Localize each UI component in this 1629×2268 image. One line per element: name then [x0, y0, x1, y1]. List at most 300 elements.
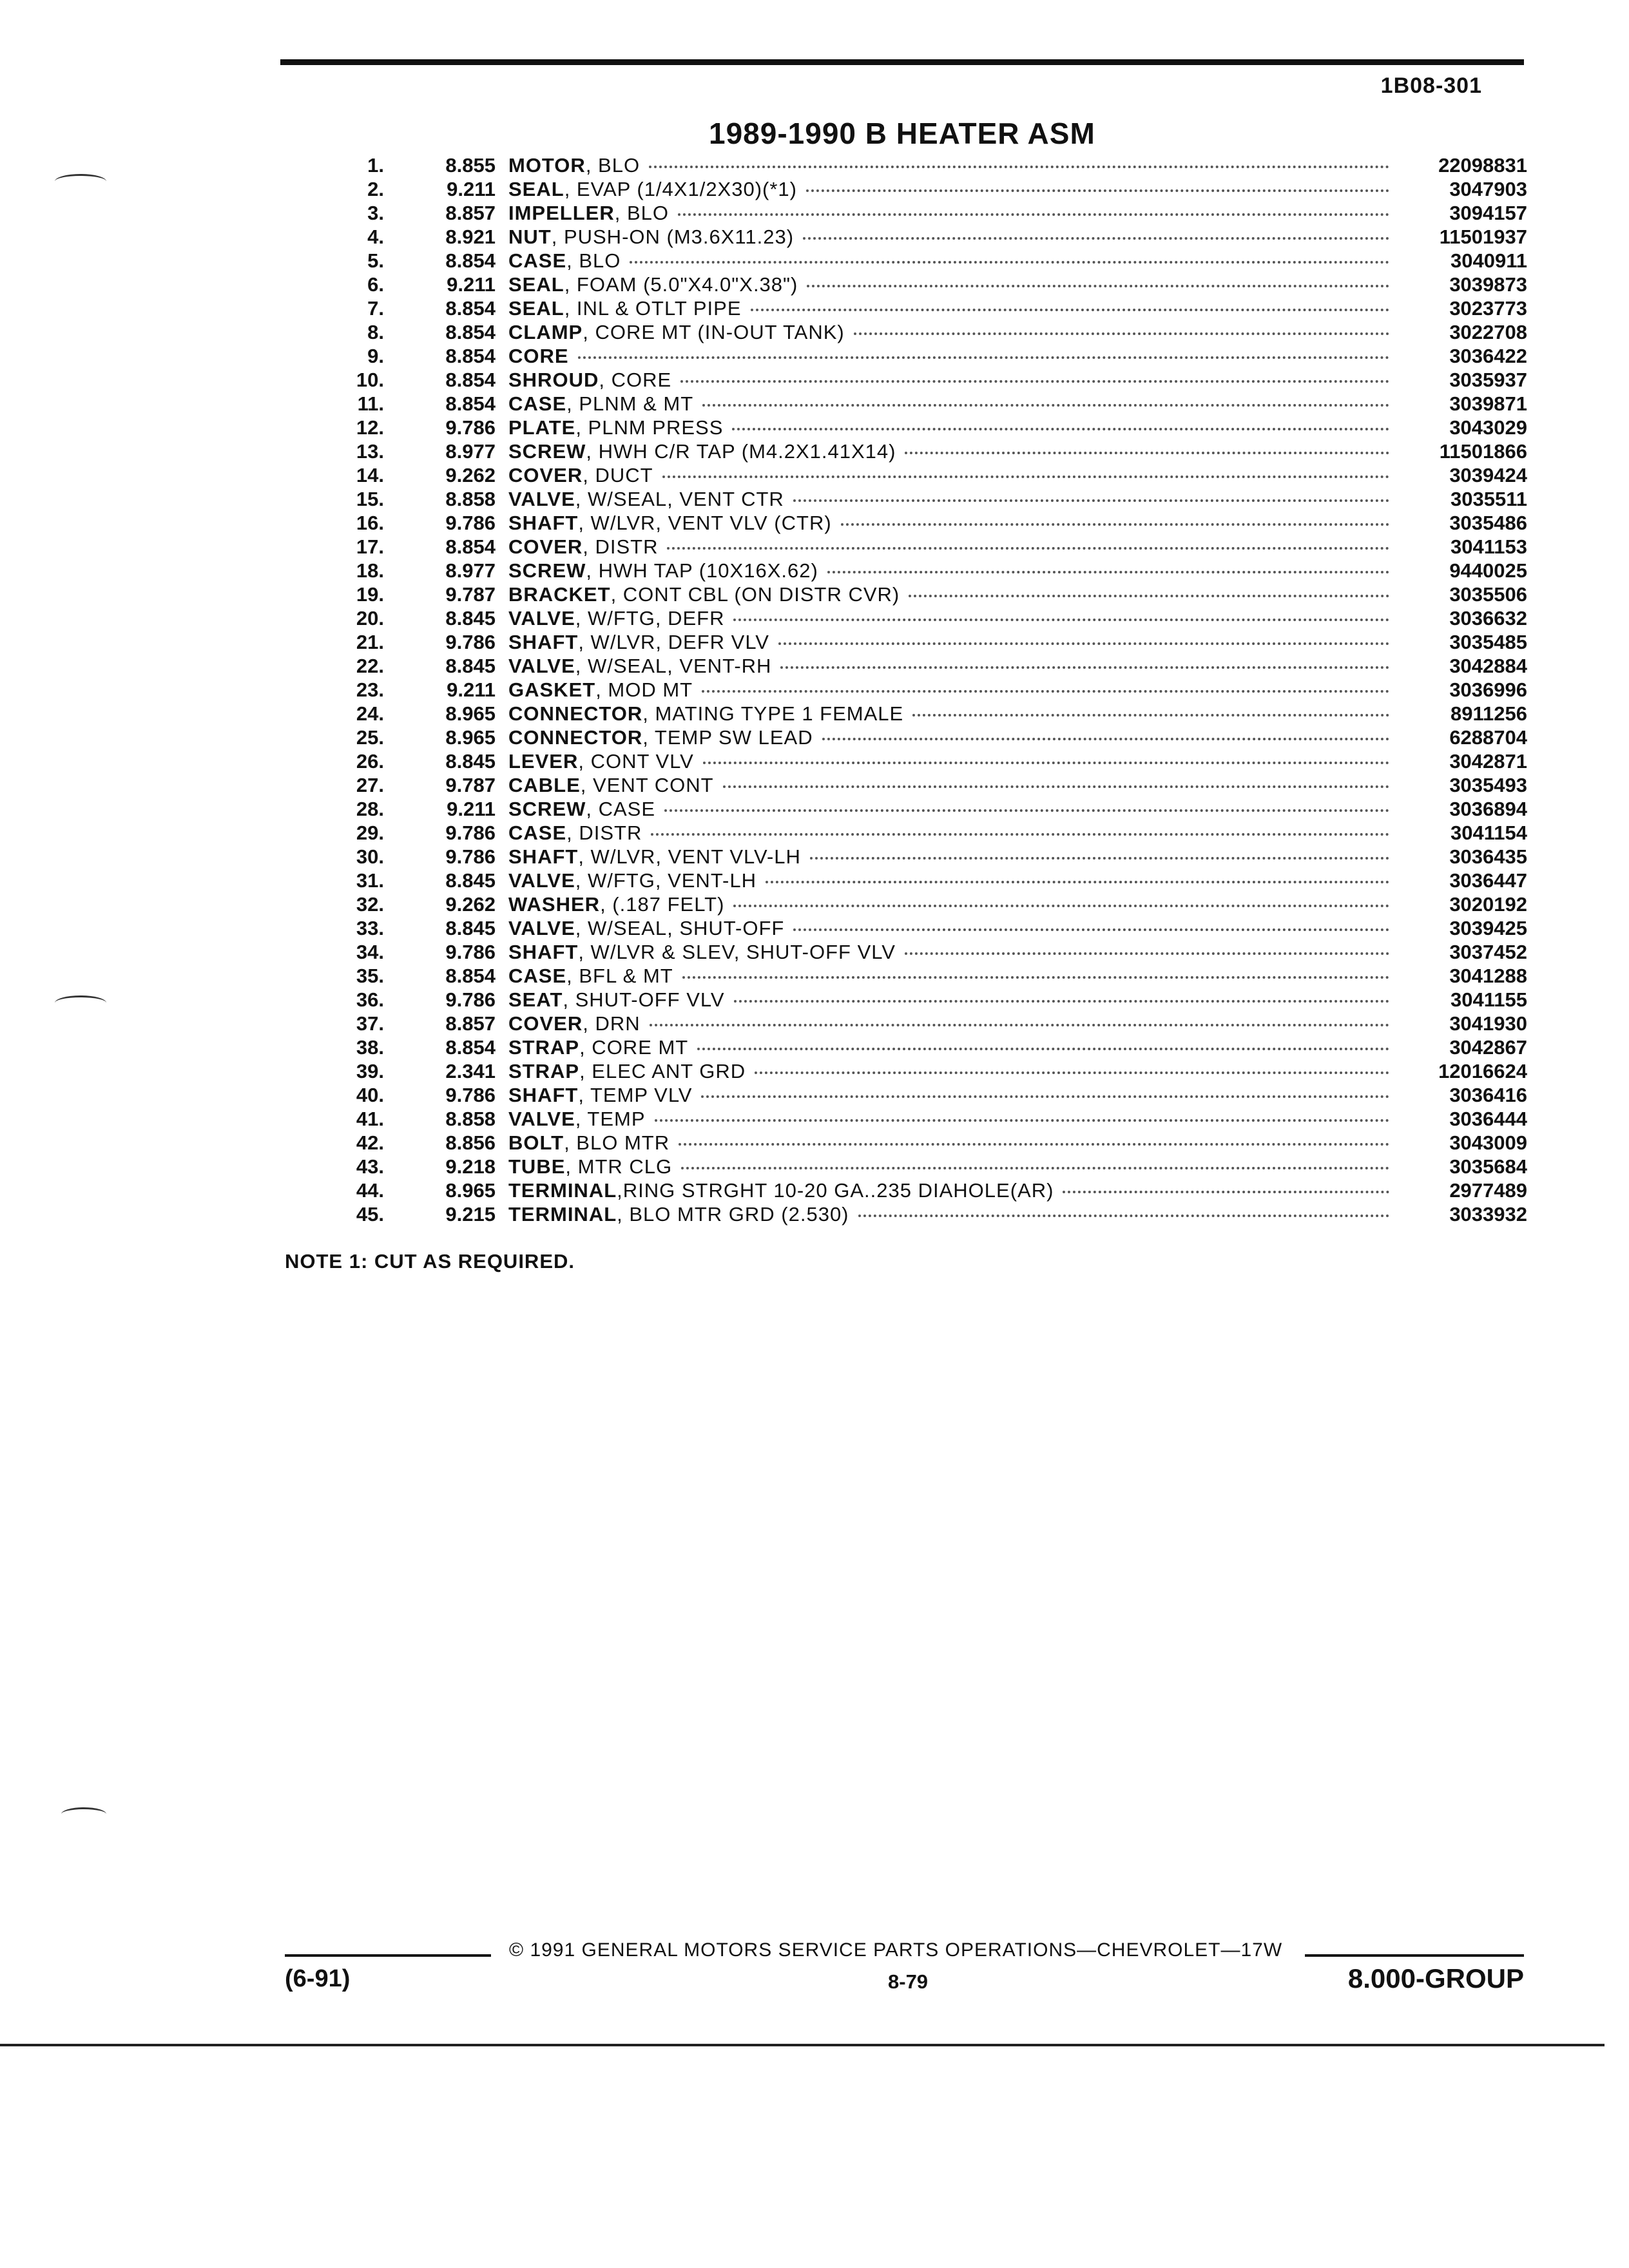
dot-leader	[807, 285, 1389, 287]
dot-leader	[827, 571, 1389, 573]
group-number: 8.854	[445, 321, 496, 343]
part-detail: , CORE MT (IN-OUT TANK)	[583, 321, 845, 343]
part-description	[508, 606, 724, 630]
item-number: 29.	[356, 822, 384, 844]
item-number: 23.	[356, 678, 384, 701]
part-detail: , TEMP SW LEAD	[642, 726, 813, 749]
group-number: 8.854	[445, 345, 496, 367]
part-name: SEAL	[508, 273, 564, 296]
part-name: PLATE	[508, 416, 576, 439]
group-number: 8.854	[445, 535, 496, 558]
group-number: 8.965	[445, 726, 496, 749]
part-number: 3041930	[1449, 1012, 1527, 1035]
parts-row	[322, 845, 1527, 869]
dot-leader	[778, 642, 1389, 645]
item-number: 25.	[356, 726, 384, 749]
dot-leader	[806, 189, 1389, 192]
part-detail: , HWH TAP (10X16X.62)	[586, 559, 818, 582]
part-description	[508, 511, 832, 535]
parts-row	[322, 964, 1527, 988]
part-description	[508, 463, 653, 487]
part-number: 3041288	[1449, 965, 1527, 987]
part-description	[508, 726, 813, 749]
group-number: 9.218	[445, 1155, 496, 1178]
group-number: 8.965	[445, 702, 496, 725]
dot-leader	[912, 714, 1389, 716]
group-number: 8.965	[445, 1179, 496, 1202]
part-name: SHAFT	[508, 631, 579, 653]
dot-leader	[841, 523, 1389, 526]
copyright-notice: © 1991 GENERAL MOTORS SERVICE PARTS OPERATIONS—CHEVROLET—17W	[509, 1939, 1283, 1961]
part-description	[508, 273, 798, 296]
part-number: 3037452	[1449, 941, 1527, 963]
part-description	[508, 368, 671, 392]
part-detail: , W/LVR & SLEV, SHUT-OFF VLV	[578, 941, 896, 963]
dot-leader	[681, 1167, 1389, 1169]
part-number: 3041153	[1451, 535, 1527, 558]
part-number: 3041155	[1451, 988, 1527, 1011]
part-name: SCREW	[508, 440, 586, 463]
footnote: NOTE 1: CUT AS REQUIRED.	[285, 1250, 575, 1273]
footer-rule-right	[1305, 1954, 1524, 1957]
group-number: 9.786	[445, 631, 496, 653]
part-description	[508, 344, 569, 368]
group-number: 9.215	[445, 1203, 496, 1225]
part-detail: , BLO	[614, 202, 669, 224]
part-description	[508, 630, 769, 654]
item-number: 43.	[356, 1155, 384, 1178]
parts-row	[322, 1012, 1527, 1035]
part-description	[508, 487, 784, 511]
parts-list	[322, 153, 1527, 1226]
part-description	[508, 535, 658, 559]
item-number: 42.	[356, 1131, 384, 1154]
part-detail: , CORE MT	[579, 1036, 689, 1059]
parts-row	[322, 1155, 1527, 1178]
part-description	[508, 153, 640, 177]
header-rule	[280, 59, 1524, 65]
part-number: 3035506	[1449, 583, 1527, 606]
part-name: SHROUD	[508, 369, 599, 391]
parts-row	[322, 654, 1527, 678]
part-detail: , W/SEAL, SHUT-OFF	[575, 917, 785, 939]
part-name: IMPELLER	[508, 202, 615, 224]
part-number: 3039871	[1449, 392, 1527, 415]
dot-leader	[630, 261, 1389, 264]
part-name: CONNECTOR	[508, 726, 643, 749]
item-number: 35.	[356, 965, 384, 987]
parts-row	[322, 392, 1527, 416]
item-number: 11.	[357, 392, 384, 415]
part-name: BRACKET	[508, 583, 611, 606]
part-description	[508, 1131, 670, 1155]
group-number: 9.787	[445, 774, 496, 796]
scan-mark	[55, 174, 106, 189]
dot-leader	[909, 595, 1389, 597]
part-name: VALVE	[508, 1108, 575, 1130]
part-number: 11501937	[1439, 226, 1527, 248]
part-description	[508, 296, 742, 320]
parts-row	[322, 1131, 1527, 1155]
dot-leader	[858, 1215, 1389, 1217]
part-description	[508, 1083, 692, 1107]
group-number: 8.845	[445, 750, 496, 773]
part-description	[508, 201, 669, 225]
dot-leader	[905, 452, 1389, 454]
part-description	[508, 416, 723, 439]
parts-row	[322, 201, 1527, 225]
part-name: SHAFT	[508, 1084, 579, 1106]
parts-row	[322, 296, 1527, 320]
parts-row	[322, 773, 1527, 797]
dot-leader	[679, 1143, 1389, 1146]
part-number: 3042867	[1449, 1036, 1527, 1059]
part-description	[508, 940, 896, 964]
group-number: 8.854	[445, 392, 496, 415]
parts-row	[322, 463, 1527, 487]
item-number: 44.	[356, 1179, 384, 1202]
dot-leader	[733, 619, 1389, 621]
dot-leader	[793, 499, 1389, 502]
part-name: CONNECTOR	[508, 702, 643, 725]
part-detail: , CASE	[586, 798, 656, 820]
item-number: 27.	[356, 774, 384, 796]
dot-leader	[734, 1000, 1389, 1003]
item-number: 14.	[356, 464, 384, 486]
part-number: 3035684	[1449, 1155, 1527, 1178]
part-description	[508, 892, 724, 916]
part-name: CASE	[508, 822, 567, 844]
part-name: CORE	[508, 345, 569, 367]
part-number: 3094157	[1449, 202, 1527, 224]
page-code: 1B08-301	[1380, 73, 1482, 98]
group-number: 8.858	[445, 1108, 496, 1130]
part-number: 3035493	[1449, 774, 1527, 796]
parts-row	[322, 606, 1527, 630]
part-number: 3033932	[1449, 1203, 1527, 1225]
dot-leader	[810, 857, 1389, 860]
part-number: 2977489	[1449, 1179, 1527, 1202]
item-number: 9.	[367, 345, 384, 367]
item-number: 40.	[356, 1084, 384, 1106]
part-number: 3035937	[1449, 369, 1527, 391]
part-description	[508, 320, 845, 344]
dot-leader	[649, 166, 1389, 168]
parts-row	[322, 988, 1527, 1012]
part-number: 3036996	[1449, 678, 1527, 701]
group-number: 9.211	[447, 273, 496, 296]
part-description	[508, 1202, 849, 1226]
part-detail: , W/FTG, VENT-LH	[575, 869, 757, 892]
part-detail: , PLNM PRESS	[575, 416, 724, 439]
dot-leader	[793, 928, 1389, 931]
dot-leader	[697, 1048, 1389, 1050]
parts-row	[322, 892, 1527, 916]
item-number: 5.	[367, 249, 384, 272]
group-number: 9.786	[445, 416, 496, 439]
group-number: 9.786	[445, 988, 496, 1011]
dot-leader	[822, 738, 1389, 740]
part-description	[508, 845, 801, 869]
part-number: 3020192	[1449, 893, 1527, 916]
part-name: SHAFT	[508, 512, 579, 534]
part-detail: , CORE	[599, 369, 672, 391]
part-detail: , W/SEAL, VENT-RH	[575, 655, 772, 677]
part-detail: , ELEC ANT GRD	[579, 1060, 746, 1082]
part-description	[508, 964, 673, 988]
part-name: VALVE	[508, 869, 575, 892]
part-detail: , VENT CONT	[580, 774, 714, 796]
part-number: 3035485	[1449, 631, 1527, 653]
part-number: 3047903	[1449, 178, 1527, 200]
part-description	[508, 869, 757, 892]
page-number: 8-79	[888, 1970, 929, 1993]
part-number: 3043009	[1449, 1131, 1527, 1154]
part-name: STRAP	[508, 1060, 580, 1082]
dot-leader	[702, 690, 1389, 693]
item-number: 17.	[356, 535, 384, 558]
part-description	[508, 392, 693, 416]
parts-row	[322, 439, 1527, 463]
part-detail: , W/LVR, DEFR VLV	[578, 631, 769, 653]
dot-leader	[662, 476, 1389, 478]
parts-row	[322, 726, 1527, 749]
group-number: 8.854	[445, 249, 496, 272]
parts-row	[322, 535, 1527, 559]
group-number: 9.262	[445, 464, 496, 486]
item-number: 31.	[356, 869, 384, 892]
group-number: 8.845	[445, 607, 496, 629]
item-number: 26.	[356, 750, 384, 773]
footer-rule-left	[285, 1954, 491, 1957]
group-number: 8.854	[445, 297, 496, 320]
item-number: 36.	[356, 988, 384, 1011]
item-number: 19.	[356, 583, 384, 606]
part-number: 3036894	[1449, 798, 1527, 820]
part-name: COVER	[508, 1012, 583, 1035]
parts-row	[322, 559, 1527, 582]
item-number: 45.	[356, 1203, 384, 1225]
part-name: VALVE	[508, 917, 575, 939]
part-detail: , BLO	[585, 154, 641, 177]
group-number: 8.858	[445, 488, 496, 510]
parts-row	[322, 869, 1527, 892]
part-name: CASE	[508, 392, 567, 415]
parts-row	[322, 487, 1527, 511]
part-description	[508, 559, 818, 582]
dot-leader	[905, 952, 1389, 955]
part-name: SEAL	[508, 297, 564, 320]
parts-row	[322, 1083, 1527, 1107]
item-number: 7.	[367, 297, 384, 320]
item-number: 6.	[367, 273, 384, 296]
part-number: 8911256	[1451, 702, 1527, 725]
part-detail: , CONT VLV	[578, 750, 694, 773]
part-number: 3022708	[1449, 321, 1527, 343]
part-detail: , DISTR	[566, 822, 642, 844]
part-description	[508, 225, 794, 249]
part-description	[508, 1012, 641, 1035]
part-detail: , INL & OTLT PIPE	[564, 297, 742, 320]
group-number: 9.211	[447, 178, 496, 200]
part-name: SHAFT	[508, 941, 579, 963]
dot-leader	[854, 332, 1389, 335]
group-number: 9.787	[445, 583, 496, 606]
part-number: 3040911	[1451, 249, 1527, 272]
part-number: 3023773	[1449, 297, 1527, 320]
part-description	[508, 582, 900, 606]
parts-row	[322, 1107, 1527, 1131]
part-number: 3036435	[1449, 845, 1527, 868]
part-number: 3041154	[1451, 822, 1527, 844]
part-description	[508, 773, 714, 797]
part-detail: , CONT CBL (ON DISTR CVR)	[610, 583, 900, 606]
group-number: 8.857	[445, 202, 496, 224]
item-number: 33.	[356, 917, 384, 939]
part-number: 3035511	[1451, 488, 1527, 510]
part-description	[508, 1155, 672, 1178]
part-detail: , (.187 FELT)	[600, 893, 725, 916]
item-number: 18.	[356, 559, 384, 582]
part-number: 3036422	[1449, 345, 1527, 367]
part-detail: , PUSH-ON (M3.6X11.23)	[551, 226, 795, 248]
group-number: 9.262	[445, 893, 496, 916]
part-number: 6288704	[1449, 726, 1527, 749]
parts-row	[322, 821, 1527, 845]
part-detail: , MOD MT	[595, 678, 693, 701]
part-description	[508, 654, 771, 678]
parts-row	[322, 249, 1527, 273]
part-detail: , PLNM & MT	[566, 392, 694, 415]
part-name: VALVE	[508, 607, 575, 629]
part-name: MOTOR	[508, 154, 586, 177]
parts-row	[322, 582, 1527, 606]
part-number: 3036632	[1449, 607, 1527, 629]
part-name: VALVE	[508, 488, 575, 510]
part-description	[508, 749, 694, 773]
parts-row	[322, 1035, 1527, 1059]
dot-leader	[766, 881, 1389, 883]
part-detail: , MATING TYPE 1 FEMALE	[642, 702, 904, 725]
parts-row	[322, 1059, 1527, 1083]
parts-row	[322, 916, 1527, 940]
dot-leader	[803, 237, 1389, 240]
item-number: 10.	[356, 369, 384, 391]
dot-leader	[667, 547, 1389, 550]
dot-leader	[680, 380, 1389, 383]
dot-leader	[655, 1119, 1389, 1122]
dot-leader	[664, 809, 1389, 812]
part-name: TERMINAL	[508, 1203, 617, 1225]
scan-mark	[61, 1807, 106, 1821]
part-detail: , DISTR	[583, 535, 659, 558]
part-detail: , BLO MTR GRD (2.530)	[617, 1203, 849, 1225]
item-number: 20.	[356, 607, 384, 629]
parts-row	[322, 702, 1527, 726]
dot-leader	[1063, 1191, 1389, 1193]
group-number: 8.977	[445, 559, 496, 582]
item-number: 22.	[356, 655, 384, 677]
dot-leader	[751, 309, 1389, 311]
part-name: STRAP	[508, 1036, 580, 1059]
group-number: 9.786	[445, 512, 496, 534]
part-detail: , MTR CLG	[565, 1155, 673, 1178]
group-number: 9.786	[445, 1084, 496, 1106]
item-number: 13.	[356, 440, 384, 463]
dot-leader	[755, 1072, 1389, 1074]
part-name: SCREW	[508, 798, 586, 820]
item-number: 21.	[356, 631, 384, 653]
part-number: 3042871	[1449, 750, 1527, 773]
part-detail: , TEMP VLV	[578, 1084, 693, 1106]
parts-row	[322, 320, 1527, 344]
item-number: 28.	[356, 798, 384, 820]
part-number: 3036416	[1449, 1084, 1527, 1106]
group-number: 9.786	[445, 845, 496, 868]
item-number: 30.	[356, 845, 384, 868]
group-number: 8.921	[445, 226, 496, 248]
part-name: TUBE	[508, 1155, 566, 1178]
part-name: SEAL	[508, 178, 564, 200]
part-detail: , DRN	[583, 1012, 641, 1035]
part-number: 3039873	[1449, 273, 1527, 296]
item-number: 2.	[367, 178, 384, 200]
part-description	[508, 678, 693, 702]
part-name: CLAMP	[508, 321, 583, 343]
parts-row	[322, 344, 1527, 368]
part-name: BOLT	[508, 1131, 564, 1154]
part-detail: , HWH C/R TAP (M4.2X1.41X14)	[586, 440, 896, 463]
group-number: 8.845	[445, 655, 496, 677]
part-detail: , BFL & MT	[566, 965, 673, 987]
part-description	[508, 1107, 646, 1131]
part-number: 11501866	[1439, 440, 1527, 463]
dot-leader	[723, 785, 1389, 788]
part-description	[508, 1059, 746, 1083]
scan-mark	[55, 995, 106, 1010]
group-number: 8.856	[445, 1131, 496, 1154]
part-name: GASKET	[508, 678, 596, 701]
part-detail: , FOAM (5.0"X4.0"X.38")	[564, 273, 798, 296]
item-number: 16.	[356, 512, 384, 534]
dot-leader	[651, 833, 1389, 836]
parts-row	[322, 225, 1527, 249]
item-number: 15.	[356, 488, 384, 510]
parts-row	[322, 177, 1527, 201]
part-name: TERMINAL	[508, 1179, 617, 1202]
part-description	[508, 177, 797, 201]
group-number: 9.211	[447, 678, 496, 701]
group-number: 8.845	[445, 869, 496, 892]
part-detail: , W/LVR, VENT VLV (CTR)	[578, 512, 832, 534]
page-title: 1989-1990 B HEATER ASM	[709, 117, 1095, 150]
part-description	[508, 1035, 688, 1059]
parts-row	[322, 1202, 1527, 1226]
group-number: 8.854	[445, 369, 496, 391]
item-number: 39.	[356, 1060, 384, 1082]
part-detail: ,RING STRGHT 10-20 GA..235 DIAHOLE(AR)	[617, 1179, 1054, 1202]
group-number: 2.341	[445, 1060, 496, 1082]
group-number: 8.854	[445, 965, 496, 987]
part-detail: , EVAP (1/4X1/2X30)(*1)	[564, 178, 797, 200]
item-number: 38.	[356, 1036, 384, 1059]
item-number: 4.	[367, 226, 384, 248]
group-code: 8.000-GROUP	[1347, 1963, 1524, 1994]
part-number: 3043029	[1449, 416, 1527, 439]
part-description	[508, 1178, 1054, 1202]
part-description	[508, 797, 655, 821]
part-name: CABLE	[508, 774, 581, 796]
